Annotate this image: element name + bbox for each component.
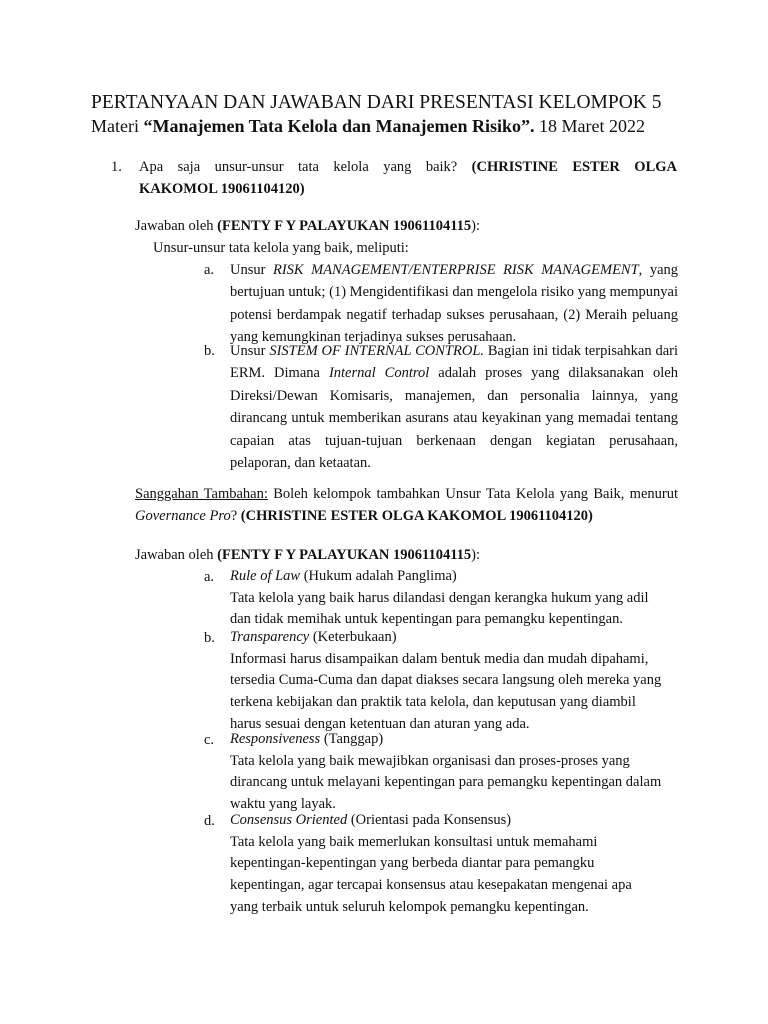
item-lead: Unsur — [230, 262, 266, 278]
list-item — [230, 627, 682, 736]
item-term: Responsiveness — [230, 731, 321, 747]
rebuttal-label: Sanggahan Tambahan: — [135, 486, 268, 502]
item-line: dirancang untuk melayani kepentingan para pemangku kepentingan dalam — [230, 774, 662, 791]
item-line: terkena kebijakan dan praktik tata kelola, dan keputusan yang diambil — [230, 694, 636, 711]
rebuttal-text: Boleh kelompok tambahkan Unsur Tata Kelola yang Baik, menurut — [273, 486, 679, 502]
question-asker-part1: (CHRISTINE ESTER OLGA — [471, 159, 678, 175]
item-term-2: Internal Control — [328, 365, 430, 382]
item-body-2: adalah proses yang dilaksanakan oleh Direksi/Dewan Komisaris, manajemen, dan personalia lainnya, yang dirancang untuk memberikan asurans atau keyakinan yang memadai tentang capaian atas tujuan-tujuan berkenaan dengan kegiatan perusahaan, pelaporan, dan ketaatan. — [230, 365, 678, 472]
list-marker: a. — [204, 569, 215, 585]
list-item — [230, 810, 682, 919]
list-marker: b. — [204, 343, 215, 359]
answerer-name: (FENTY F Y PALAYUKAN 19061104115 — [217, 547, 472, 563]
rebuttal-question-mark: ? — [230, 508, 238, 524]
item-term: Rule of Law — [230, 568, 301, 584]
item-heading — [230, 566, 682, 588]
answerer-name: (FENTY F Y PALAYUKAN 19061104115 — [217, 218, 472, 234]
question-text: Apa saja unsur-unsur tata kelola yang baik? — [139, 159, 458, 175]
answer-prefix: Jawaban oleh — [135, 547, 214, 563]
item-line: yang terbaik untuk seluruh kelompok pemangku kepentingan. — [230, 898, 589, 915]
question-line-1 — [139, 156, 677, 178]
list-marker: a. — [204, 262, 215, 278]
list-item — [230, 259, 678, 349]
rebuttal-asker: (CHRISTINE ESTER OLGA KAKOMOL 19061104120) — [240, 508, 593, 524]
list-marker: d. — [204, 813, 215, 829]
item-gloss: (Hukum adalah Panglima) — [303, 568, 457, 584]
item-line: Tata kelola yang baik harus dilandasi dengan kerangka hukum yang adil — [230, 589, 649, 606]
item-line: Tata kelola yang baik memerlukan konsultasi untuk memahami — [230, 833, 598, 850]
item-gloss: (Orientasi pada Konsensus) — [350, 812, 512, 828]
answer-by-line — [135, 215, 480, 237]
question-asker-part2: KAKOMOL 19061104120) — [139, 181, 305, 197]
item-lead: Unsur — [230, 343, 266, 359]
item-heading — [230, 729, 682, 751]
document-title: PERTANYAAN DAN JAWABAN DARI PRESENTASI KELOMPOK 5 — [91, 92, 662, 113]
answer-suffix: ): — [471, 218, 481, 234]
item-term: Consensus Oriented — [230, 812, 348, 828]
item-heading — [230, 810, 682, 832]
item-line: kepentingan-kepentingan yang berbeda diantar para pemangku — [230, 855, 595, 872]
rebuttal-term: Governance Pro — [135, 508, 231, 524]
list-item — [230, 729, 682, 816]
list-marker: c. — [204, 732, 215, 748]
materi-title: “Manajemen Tata Kelola dan Manajemen Risiko”. — [143, 116, 535, 136]
item-line: kepentingan, agar tercapai konsensus atau kesepakatan mengenai apa — [230, 877, 632, 894]
question-number: 1. — [111, 159, 122, 175]
answer-suffix: ): — [471, 547, 481, 563]
item-line: Tata kelola yang baik mewajibkan organisasi dan proses-proses yang — [230, 752, 630, 769]
item-term: SISTEM OF INTERNAL CONTROL. — [269, 343, 485, 359]
item-gloss: (Tanggap) — [323, 731, 384, 747]
item-heading — [230, 627, 682, 649]
item-term: RISK MANAGEMENT/ENTERPRISE RISK MANAGEMENT — [272, 262, 639, 278]
list-item — [230, 340, 678, 474]
item-body: , yang bertujuan untuk; (1) Mengidentifikasi dan mengelola risiko yang mempunyai potensi berdampak negatif terhadap sukses perusahaan, (2) Meraih peluang yang kemungkinan terjadinya sukses perusahaan. — [230, 262, 679, 346]
item-line: tersedia Cuma-Cuma dan dapat diakses secara langsung oleh mereka yang — [230, 672, 662, 689]
answer-by-line — [135, 544, 480, 566]
materi-label: Materi — [91, 116, 139, 136]
item-body: Bagian ini tidak terpisahkan dari ERM. Dimana — [230, 343, 679, 382]
item-line: harus sesuai dengan ketentuan dan aturan yang ada. — [230, 715, 530, 732]
rebuttal-paragraph — [135, 483, 678, 527]
document-date: 18 Maret 2022 — [539, 116, 645, 136]
list-marker: b. — [204, 630, 215, 646]
answer-prefix: Jawaban oleh — [135, 218, 214, 234]
item-line: waktu yang layak. — [230, 796, 336, 813]
answer-intro: Unsur-unsur tata kelola yang baik, meliputi: — [153, 240, 409, 256]
item-term: Transparency — [230, 629, 310, 645]
document-subtitle — [91, 115, 645, 137]
item-line: Informasi harus disampaikan dalam bentuk media dan mudah dipahami, — [230, 650, 649, 667]
item-gloss: (Keterbukaan) — [312, 629, 397, 645]
item-line: dan tidak memihak untuk kepentingan para pemangku kepentingan. — [230, 611, 623, 628]
list-item — [230, 566, 682, 631]
